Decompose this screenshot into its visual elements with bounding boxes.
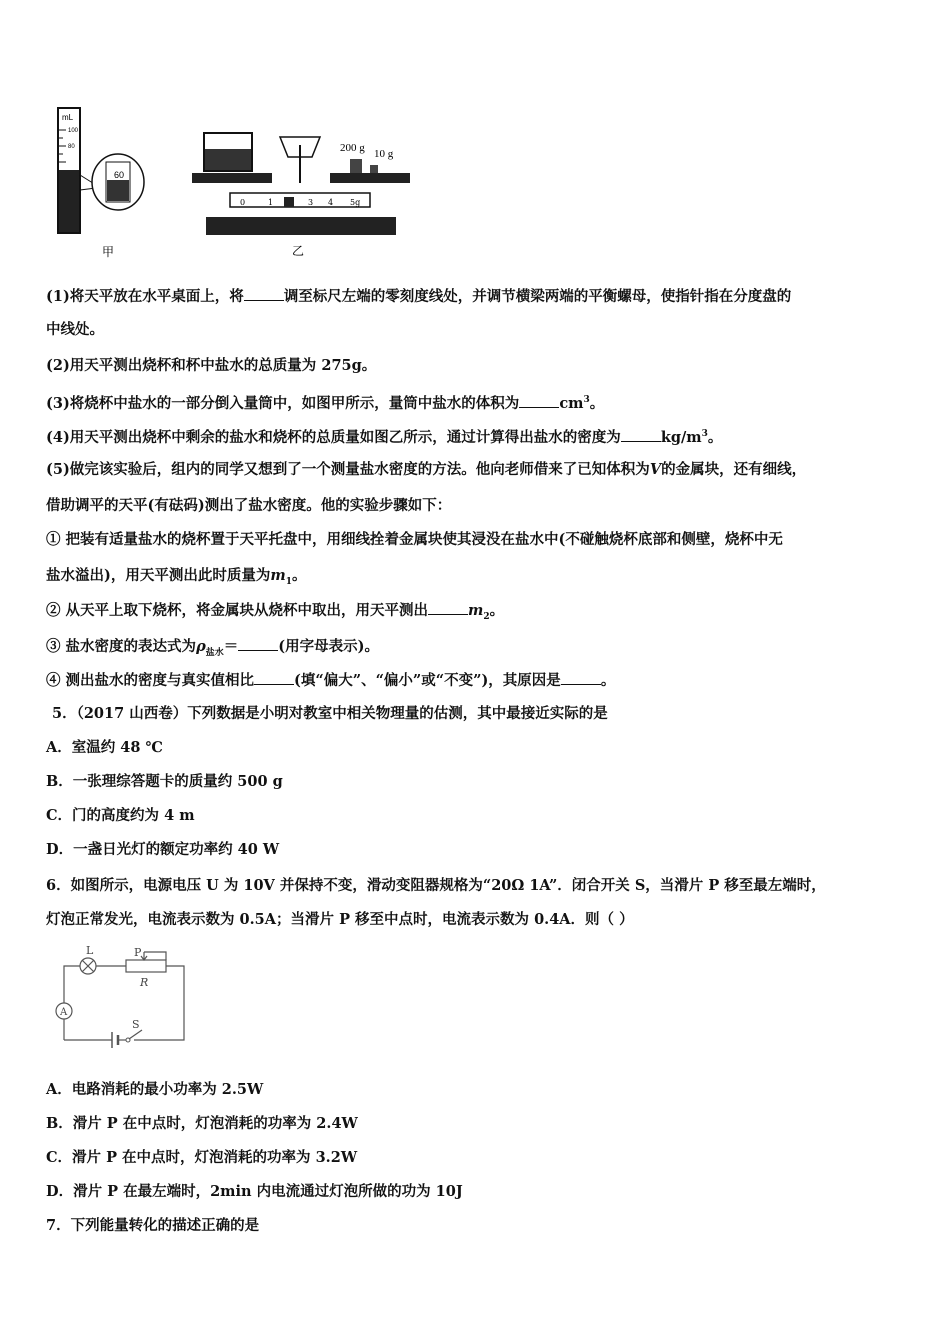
q4-step3: ③ 盐水密度的表达式为$\rho_{盐水}=$ (用字母表示)。 [46,638,379,658]
q7-stem: 7．下列能量转化的描述正确的是 [46,1217,260,1234]
scale-label-3: 3 [308,198,314,207]
circuit-label-r: R [140,976,149,989]
blank-compare[interactable] [254,670,294,685]
q4-part1-cont: 中线处。 [46,321,104,338]
circuit-label-a: A [60,1007,68,1018]
q4-part1: (1)将天平放在水平桌面上，将 调至标尺左端的零刻度线处，并调节横梁两端的平衡螺母，使指针指在分度盘的 [46,288,792,305]
weight-200g-label: 200 g [340,142,365,154]
weight-10g-label: 10 g [374,148,394,160]
balance-figure [190,125,420,260]
q5-option-a[interactable]: A．室温约 48 ℃ [46,739,163,756]
right-pan [330,173,410,183]
q4-part3: (3)将烧杯中盐水的一部分倒入量筒中，如图甲所示，量筒中盐水的体积为 $cm^3$。 [46,394,605,412]
rheostat-symbol [126,960,166,972]
q4-part5-cont: 借助调平的天平(有砝码)测出了盐水密度。他的实验步骤如下： [46,497,452,514]
scale-label-1: 1 [268,198,274,207]
zoom-value: 60 [114,170,125,180]
cylinder-tick-100: 100 [68,128,79,134]
q4-step1-cont: 盐水溢出)，用天平测出此时质量为$m_1$。 [46,567,307,587]
circuit-label-s: S [132,1018,140,1031]
q5-option-c[interactable]: C．门的高度约为 4 m [46,807,195,824]
blank-density[interactable] [621,427,661,442]
q5-option-d[interactable]: D．一盏日光灯的额定功率约 40 W [46,841,280,858]
scale-beam [230,193,370,207]
blank-expression[interactable] [238,636,278,651]
q6-stem: 6．如图所示，电源电压 U 为 10V 并保持不变，滑动变阻器规格为“20Ω 1A”．闭合开关 S，当滑片 P 移至最左端时， [46,877,826,894]
circuit-label-l: L [86,944,94,957]
blank-reason[interactable] [561,670,601,685]
q5-stem: 5．（2017 山西卷）下列数据是小明对教室中相关物理量的估测，其中最接近实际的是 [52,705,608,722]
blank-step2[interactable] [428,600,468,615]
circuit-diagram [48,944,198,1056]
q4-step4: ④ 测出盐水的密度与真实值相比 (填“偏大”、“偏小”或“不变”)，其原因是 。 [46,672,616,689]
blank-1[interactable] [244,286,284,301]
q6-option-c[interactable]: C．滑片 P 在中点时，灯泡消耗的功率为 3.2W [46,1149,358,1166]
q4-step2: ② 从天平上取下烧杯，将金属块从烧杯中取出，用天平测出 $m_2$。 [46,602,505,622]
caption-yi: 乙 [292,244,305,258]
scale-label-0: 0 [240,198,246,207]
cylinder-unit-label: mL [62,113,74,122]
q4-part2: (2)用天平测出烧杯和杯中盐水的总质量为 275g。 [46,357,377,374]
blank-volume[interactable] [519,393,559,408]
q4-step1: ① 把装有适量盐水的烧杯置于天平托盘中，用细线拴着金属块使其浸没在盐水中(不碰触烧杯底部和侧壁，烧杯中无 [46,531,783,548]
balance-base [206,217,396,235]
cylinder-tick-80: 80 [68,144,75,150]
q5-option-b[interactable]: B．一张理综答题卡的质量约 500 g [46,773,283,790]
q4-part4: (4)用天平测出烧杯中剩余的盐水和烧杯的总质量如图乙所示，通过计算得出盐水的密度为 $kg/m^3$。 [46,428,723,446]
q4-part5: (5)做完该实验后，组内的同学又想到了一个测量盐水密度的方法。他向老师借来了已知体积为V的金属块，还有细线， [46,461,807,478]
caption-jia: 甲 [102,245,115,259]
scale-label-4: 4 [328,198,334,207]
q6-option-d[interactable]: D．滑片 P 在最左端时，2min 内电流通过灯泡所做的功为 10J [46,1183,463,1200]
circuit-label-p: P [134,946,142,959]
q6-stem-cont: 灯泡正常发光，电流表示数为 0.5A；当滑片 P 移至中点时，电流表示数为 0.4A．则（ ） [46,911,634,928]
q6-option-b[interactable]: B．滑片 P 在中点时，灯泡消耗的功率为 2.4W [46,1115,358,1132]
cylinder-liquid [59,170,79,232]
scale-label-5g: 5g [350,198,361,207]
measuring-cylinder-figure [50,100,160,260]
left-pan [192,173,272,183]
q6-option-a[interactable]: A．电路消耗的最小功率为 2.5W [46,1081,264,1098]
